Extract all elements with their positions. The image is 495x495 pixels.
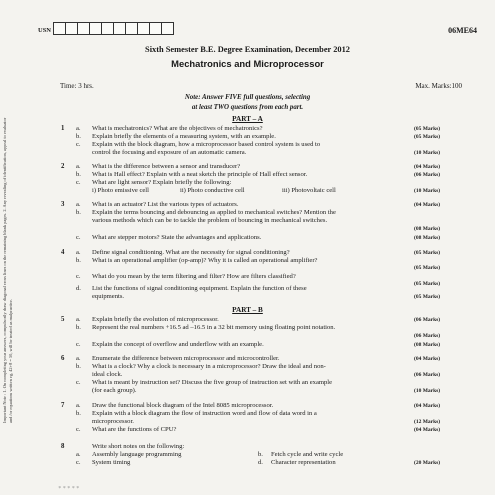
question-text: Explain briefly the evolution of microprocessor. xyxy=(92,316,219,323)
question-number: 8 xyxy=(61,443,65,450)
note-line-1: Note: Answer FIVE full questions, selecting xyxy=(184,94,311,101)
time-allowed: Time: 3 hrs. xyxy=(60,82,94,90)
question-number: 7 xyxy=(61,402,65,409)
question-text: Explain the concept of overflow and underflow with an example. xyxy=(92,341,264,348)
sub-label: a. xyxy=(76,249,81,256)
marks: (10 Marks) xyxy=(414,150,441,156)
sub-label: b. xyxy=(76,324,81,331)
sub-label: b. xyxy=(76,209,81,216)
question-text: What are light sensor? Explain briefly the following: xyxy=(92,179,232,186)
sub-label: a. xyxy=(76,163,81,170)
marks: (04 Marks) xyxy=(414,164,441,170)
marks: (04 Marks) xyxy=(414,403,441,409)
question-number: 1 xyxy=(61,125,65,132)
side-important-note: Important Note : 1. On completing your answers, compulsorily draw diagonal cross lines on the remaining blank pages. 2. Any revealing of identification, appeal to evaluator and /or equations written eg, 42+8 = 50, will be treated as malpractice. xyxy=(2,117,13,423)
marks: (10 Marks) xyxy=(414,188,441,194)
exam-title: Sixth Semester B.E. Degree Examination, December 2012 xyxy=(145,45,350,54)
question-text: Fetch cycle and write cycle xyxy=(271,451,344,458)
question-text: Define signal conditioning. What are the necessity for signal conditioning? xyxy=(92,249,290,256)
marks: (06 Marks) xyxy=(414,317,441,323)
question-text: Explain briefly the elements of a measuring system, with an example. xyxy=(92,133,276,140)
sub-label: d. xyxy=(76,285,81,292)
question-text: Explain the terms bouncing and debouncing as applied to mechanical switches? Mention the xyxy=(92,209,336,216)
question-text: ideal clock. xyxy=(92,371,123,378)
marks: (20 Marks) xyxy=(414,460,441,466)
marks: (08 Marks) xyxy=(414,342,441,348)
question-text: What do you mean by the term filtering and filter? How are filters classified? xyxy=(92,273,296,280)
question-text: Explain with the block diagram, how a microprocessor based control system is used to xyxy=(92,141,321,148)
question-text: What is a clock? Why a clock is necessary in a microprocessor? Draw the ideal and non- xyxy=(92,363,326,370)
marks: (05 Marks) xyxy=(414,250,441,256)
sub-label: b. xyxy=(76,171,81,178)
marks: (04 Marks) xyxy=(414,356,441,362)
sub-label: c. xyxy=(76,179,81,186)
sub-label: b. xyxy=(258,451,263,458)
part-a-heading: PART – A xyxy=(232,115,263,123)
question-text: microprocessor. xyxy=(92,418,134,425)
footer-scribble: * * * * * xyxy=(58,486,79,492)
question-text: various methods which can be to tackle the problem of bouncing in mechanical switches. xyxy=(92,217,328,224)
marks: (12 Marks) xyxy=(414,419,441,425)
question-text: Explain with a block diagram the flow of instruction word and flow of data word in a xyxy=(92,410,317,417)
question-number: 2 xyxy=(61,163,65,170)
marks: (08 Marks) xyxy=(414,235,441,241)
question-text: ii) Photo conductive cell xyxy=(180,187,245,194)
sub-label: b. xyxy=(76,257,81,264)
question-text: Character representation xyxy=(271,459,336,466)
marks: (06 Marks) xyxy=(414,172,441,178)
instructions-note xyxy=(0,93,495,112)
question-text: Write short notes on the following: xyxy=(92,443,185,450)
question-text: Represent the real numbers +16.5 ad –16.5 in a 32 bit memory using floating point notation. xyxy=(92,324,336,331)
part-b-heading: PART – B xyxy=(232,306,263,314)
question-text: Draw the functional block diagram of the Intel 8085 microprocessor. xyxy=(92,402,274,409)
question-text: What are stepper motors? State the advantages and applications. xyxy=(92,234,262,241)
sub-label: c. xyxy=(76,273,81,280)
marks: (05 Marks) xyxy=(414,265,441,271)
marks: (05 Marks) xyxy=(414,134,441,140)
question-text: Enumerate the difference between microprocessor and microcontroller. xyxy=(92,355,280,362)
marks: (05 Marks) xyxy=(414,294,441,300)
question-text: What is the difference between a sensor and transducer? xyxy=(92,163,241,170)
sub-label: a. xyxy=(76,355,81,362)
question-text: i) Photo emissive cell xyxy=(92,187,149,194)
usn-label: USN xyxy=(38,27,52,34)
question-text: List the functions of signal conditioning equipment. Explain the function of these xyxy=(92,285,307,292)
sub-label: a. xyxy=(76,402,81,409)
sub-label: b. xyxy=(76,133,81,140)
marks: (04 Marks) xyxy=(414,202,441,208)
question-text: What is Hall effect? Explain with a neat sketch the principle of Hall effect sensor. xyxy=(92,171,308,178)
sub-label: c. xyxy=(76,459,81,466)
question-number: 5 xyxy=(61,316,65,323)
sub-label: a. xyxy=(76,316,81,323)
question-text: What is mechatronics? What are the objectives of mechatronics? xyxy=(92,125,263,132)
question-text: What is an actuator? List the various types of actuators. xyxy=(92,201,239,208)
marks: (04 Marks) xyxy=(414,427,441,433)
sub-label: d. xyxy=(258,459,263,466)
question-text: control the focusing and exposure of an automatic camera. xyxy=(92,149,247,156)
sub-label: b. xyxy=(76,410,81,417)
question-text: iii) Photovoltaic cell xyxy=(282,187,336,194)
marks: (05 Marks) xyxy=(414,126,441,132)
question-text: (for each group). xyxy=(92,387,137,394)
sub-label: c. xyxy=(76,341,81,348)
note-line-2: at least TWO questions from each part. xyxy=(191,103,304,111)
question-text: System timing xyxy=(92,459,131,466)
marks: (06 Marks) xyxy=(414,372,441,378)
question-text: What is an operational amplifier (op-amp)? Why it is called an operational amplifier? xyxy=(92,257,318,264)
marks: (06 Marks) xyxy=(414,333,441,339)
question-text: equipments. xyxy=(92,293,125,300)
marks: (05 Marks) xyxy=(414,281,441,287)
sub-label: c. xyxy=(76,426,81,433)
subject-title: Mechatronics and Microprocessor xyxy=(171,58,324,69)
sub-label: a. xyxy=(76,201,81,208)
usn-box xyxy=(161,22,174,35)
sub-label: c. xyxy=(76,141,81,148)
max-marks: Max. Marks:100 xyxy=(415,82,462,90)
question-number: 4 xyxy=(61,249,65,256)
sub-label: b. xyxy=(76,363,81,370)
paper-code: 06ME64 xyxy=(448,26,477,35)
sub-label: a. xyxy=(76,451,81,458)
question-number: 3 xyxy=(61,201,65,208)
sub-label: c. xyxy=(76,234,81,241)
marks: (08 Marks) xyxy=(414,226,441,232)
question-text: What is meant by instruction set? Discuss the five group of instruction set with an example xyxy=(92,379,333,386)
question-text: What are the functions of CPU? xyxy=(92,426,177,433)
sub-label: c. xyxy=(76,379,81,386)
question-text: Assembly language programming xyxy=(92,451,182,458)
sub-label: a. xyxy=(76,125,81,132)
usn-boxes xyxy=(54,22,174,35)
marks: (10 Marks) xyxy=(414,388,441,394)
question-number: 6 xyxy=(61,355,65,362)
